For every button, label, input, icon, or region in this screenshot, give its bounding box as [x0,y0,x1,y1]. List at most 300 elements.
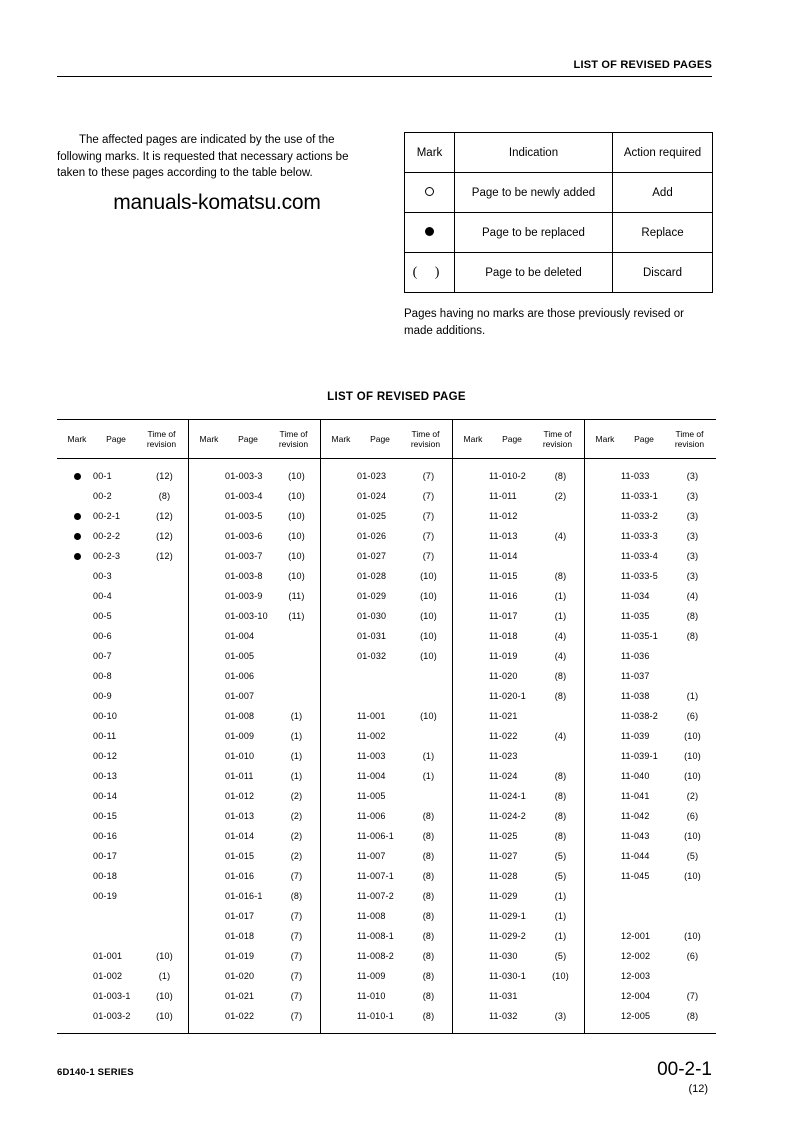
table-row [61,866,184,886]
cell-page: 11-030-1 [489,971,526,981]
table-row [589,646,712,666]
cell-page: 11-042 [621,811,650,821]
table-row [457,886,580,906]
cell-time-of-revision: (8) [686,631,699,641]
cell-page: 01-004 [225,631,255,641]
table-row [193,986,316,1006]
table-row [325,586,448,606]
mark-cell-newly-added [405,173,455,213]
cell-time-of-revision: (10) [684,871,701,881]
cell-page: 11-006-1 [357,831,394,841]
cell-time-of-revision: (3) [686,511,699,521]
table-row [61,746,184,766]
cell-page: 11-033-1 [621,491,658,501]
table-row [325,746,448,766]
cell-page: 11-007 [357,851,386,861]
revised-pages-table-wrap [57,419,712,1034]
cell-time-of-revision: (8) [422,831,435,841]
table-row [457,466,580,486]
cell-time-of-revision: (10) [288,531,305,541]
table-row [405,253,713,293]
filled-circle-icon [74,553,81,560]
cell-page: 00-10 [93,711,118,721]
cell-time-of-revision: (4) [554,731,567,741]
mark-cell-replaced [405,213,455,253]
cell-page: 11-010-1 [357,1011,394,1021]
cell-page: 00-7 [93,651,112,661]
table-row [457,626,580,646]
cell-page: 11-016 [489,591,518,601]
cell-time-of-revision: (10) [288,491,305,501]
cell-time-of-revision: (8) [554,471,567,481]
cell-page: 01-025 [357,511,387,521]
cell-page: 11-025 [489,831,518,841]
table-row [457,846,580,866]
cell-page: 00-12 [93,751,118,761]
cell-time-of-revision: (10) [288,471,305,481]
cell-time-of-revision: (10) [156,991,173,1001]
cell-page: 11-020 [489,671,518,681]
cell-page: 11-019 [489,651,518,661]
cell-time-of-revision: (3) [686,471,699,481]
cell-time-of-revision: (4) [554,531,567,541]
cell-page: 11-031 [489,991,518,1001]
marks-header-indication: Indication [455,133,613,173]
cell-time-of-revision: (12) [156,511,173,521]
revised-body-group-1 [57,459,189,1034]
cell-time-of-revision: (4) [554,651,567,661]
revised-rows [189,459,320,1033]
cell-time-of-revision: (2) [290,811,303,821]
table-row [457,486,580,506]
revised-header-group-5 [585,420,717,459]
cell-time-of-revision: (5) [686,851,699,861]
cell-page: 11-014 [489,551,518,561]
table-row [61,506,184,526]
cell-page: 11-011 [489,491,517,501]
column-header-page: Page [634,434,654,444]
document-footer [57,1059,712,1111]
table-row [457,866,580,886]
cell-time-of-revision: (8) [554,691,567,701]
braces-icon: ( ) [412,264,447,280]
cell-time-of-revision: (8) [422,1011,435,1021]
cell-page: 11-023 [489,751,518,761]
column-header-page: Page [370,434,390,444]
cell-page: 11-030 [489,951,518,961]
cell-page: 11-015 [489,571,518,581]
table-row [193,966,316,986]
cell-time-of-revision: (6) [686,811,699,821]
table-row [325,786,448,806]
table-row [61,826,184,846]
action-deleted: Discard [613,253,713,293]
open-circle-icon [425,187,434,196]
table-row [61,1006,184,1026]
cell-page: 01-028 [357,571,387,581]
table-row [193,886,316,906]
table-row [457,666,580,686]
cell-page: 01-008 [225,711,255,721]
cell-page: 11-033 [621,471,650,481]
cell-page: 11-034 [621,591,650,601]
table-row [325,826,448,846]
table-row [325,606,448,626]
cell-page: 11-033-2 [621,511,658,521]
cell-time-of-revision: (6) [686,711,699,721]
cell-time-of-revision: (8) [422,951,435,961]
table-row [457,946,580,966]
cell-page: 00-5 [93,611,112,621]
cell-page: 00-3 [93,571,112,581]
cell-page: 00-1 [93,471,112,481]
column-header-page: Page [106,434,126,444]
header-cells [453,420,584,458]
cell-time-of-revision: (2) [290,851,303,861]
table-row [61,486,184,506]
cell-page: 01-019 [225,951,255,961]
table-row-spacer [589,906,712,926]
cell-page: 01-003-2 [93,1011,131,1021]
cell-page: 11-037 [621,671,650,681]
revised-body-group-5 [585,459,717,1034]
cell-time-of-revision: (10) [420,631,437,641]
cell-time-of-revision: (8) [554,771,567,781]
cell-page: 11-041 [621,791,650,801]
cell-time-of-revision: (1) [554,931,567,941]
table-row [589,586,712,606]
table-row [61,686,184,706]
cell-time-of-revision: (8) [422,911,435,921]
cell-mark [61,471,93,481]
watermark-text: manuals-komatsu.com [113,190,321,214]
table-row [589,606,712,626]
table-row [325,466,448,486]
table-row [193,506,316,526]
cell-page: 00-2-3 [93,551,121,561]
table-row [61,886,184,906]
cell-time-of-revision: (12) [156,471,173,481]
table-row [457,786,580,806]
table-row [457,966,580,986]
table-row [457,546,580,566]
cell-time-of-revision: (12) [156,551,173,561]
cell-page: 11-002 [357,731,386,741]
table-row [61,986,184,1006]
table-row [193,726,316,746]
cell-time-of-revision: (4) [554,631,567,641]
table-row [61,766,184,786]
table-row [193,566,316,586]
column-header-mark: Mark [67,434,87,444]
cell-time-of-revision: (1) [422,771,435,781]
table-row [193,666,316,686]
header-divider [57,76,712,77]
cell-time-of-revision: (4) [686,591,699,601]
table-row [589,986,712,1006]
table-row-spacer [325,666,448,686]
table-row [193,686,316,706]
table-row [589,466,712,486]
indication-replaced: Page to be replaced [455,213,613,253]
marks-header-action: Action required [613,133,713,173]
cell-page: 01-003-6 [225,531,263,541]
cell-page: 01-003-1 [93,991,131,1001]
cell-time-of-revision: (8) [422,931,435,941]
cell-page: 00-18 [93,871,118,881]
action-replaced: Replace [613,213,713,253]
table-row [61,786,184,806]
table-row [457,926,580,946]
cell-time-of-revision: (7) [290,1011,303,1021]
table-row [325,946,448,966]
table-row [457,826,580,846]
cell-time-of-revision: (1) [554,611,567,621]
table-row [457,906,580,926]
cell-time-of-revision: (8) [554,791,567,801]
cell-time-of-revision: (10) [420,711,437,721]
revised-rows [321,459,452,1033]
table-row [325,806,448,826]
cell-page: 11-003 [357,751,386,761]
cell-time-of-revision: (10) [684,771,701,781]
cell-time-of-revision: (8) [158,491,171,501]
table-row [457,566,580,586]
table-row-spacer [61,906,184,926]
cell-time-of-revision: (10) [156,1011,173,1021]
table-row [193,486,316,506]
table-row [325,546,448,566]
table-row [61,466,184,486]
page-title: LIST OF REVISED PAGES [573,59,712,71]
table-row [61,546,184,566]
cell-time-of-revision: (1) [554,591,567,601]
cell-page: 01-030 [357,611,387,621]
table-row [457,586,580,606]
cell-time-of-revision: (8) [422,811,435,821]
section-title: LIST OF REVISED PAGE [327,391,466,403]
table-row [589,926,712,946]
cell-page: 01-027 [357,551,387,561]
cell-page: 11-017 [489,611,518,621]
column-header-time-of-revision: Time of revision [674,429,705,449]
table-row [405,213,713,253]
table-row [193,586,316,606]
table-row [325,706,448,726]
cell-page: 01-023 [357,471,387,481]
cell-page: 12-001 [621,931,651,941]
cell-page: 01-009 [225,731,255,741]
table-row [405,173,713,213]
table-row [325,486,448,506]
table-row [193,946,316,966]
cell-page: 11-035 [621,611,650,621]
table-row [193,766,316,786]
cell-page: 00-14 [93,791,118,801]
cell-mark [61,531,93,541]
table-row [457,766,580,786]
cell-time-of-revision: (10) [684,931,701,941]
table-row [457,646,580,666]
cell-page: 11-029-1 [489,911,526,921]
cell-page: 11-033-3 [621,531,658,541]
table-row [325,906,448,926]
table-row [325,506,448,526]
action-newly-added: Add [613,173,713,213]
cell-page: 11-024-2 [489,811,526,821]
cell-page: 11-009 [357,971,386,981]
column-header-mark: Mark [595,434,615,444]
table-row [589,486,712,506]
table-row [457,706,580,726]
table-row [325,846,448,866]
cell-time-of-revision: (3) [554,1011,567,1021]
table-row [457,726,580,746]
header-cells [57,420,188,458]
cell-page: 11-039 [621,731,650,741]
marks-legend-table [404,132,713,293]
cell-page: 01-015 [225,851,255,861]
cell-page: 00-11 [93,731,117,741]
cell-page: 01-018 [225,931,255,941]
cell-page: 11-004 [357,771,386,781]
table-row [61,726,184,746]
table-row [325,886,448,906]
cell-page: 11-045 [621,871,650,881]
footer-revision-number: (12) [688,1083,708,1095]
cell-page: 11-008-2 [357,951,394,961]
cell-page: 11-010-2 [489,471,526,481]
cell-page: 11-024 [489,771,518,781]
table-row [325,726,448,746]
cell-time-of-revision: (8) [554,671,567,681]
cell-time-of-revision: (10) [684,731,701,741]
column-header-mark: Mark [463,434,483,444]
cell-page: 00-19 [93,891,118,901]
cell-page: 00-6 [93,631,112,641]
table-row [589,846,712,866]
table-row [193,846,316,866]
table-row [193,466,316,486]
table-row [457,806,580,826]
table-row [589,806,712,826]
table-row [61,566,184,586]
table-row [589,966,712,986]
table-row [61,646,184,666]
cell-time-of-revision: (1) [554,911,567,921]
cell-time-of-revision: (7) [422,491,435,501]
cell-page: 01-003-10 [225,611,268,621]
cell-page: 01-011 [225,771,254,781]
table-row [193,826,316,846]
cell-page: 01-002 [93,971,123,981]
cell-page: 01-007 [225,691,255,701]
table-row [193,1006,316,1026]
table-row [589,686,712,706]
table-row [589,866,712,886]
document-header [57,58,712,77]
table-row [457,686,580,706]
cell-page: 01-003-8 [225,571,263,581]
cell-page: 11-036 [621,651,650,661]
column-header-page: Page [238,434,258,444]
cell-page: 01-003-7 [225,551,263,561]
table-row [589,526,712,546]
cell-page: 11-012 [489,511,518,521]
header-cells [321,420,452,458]
revised-rows [453,459,584,1033]
cell-page: 11-029 [489,891,518,901]
cell-time-of-revision: (7) [290,911,303,921]
table-row [61,706,184,726]
cell-page: 00-13 [93,771,118,781]
cell-time-of-revision: (1) [554,891,567,901]
cell-page: 11-027 [489,851,518,861]
table-row [193,546,316,566]
table-row [589,1006,712,1026]
cell-time-of-revision: (8) [686,611,699,621]
table-row [193,806,316,826]
cell-page: 11-013 [489,531,518,541]
cell-page: 01-029 [357,591,387,601]
cell-page: 11-028 [489,871,518,881]
cell-time-of-revision: (10) [684,831,701,841]
cell-page: 01-014 [225,831,255,841]
cell-time-of-revision: (11) [288,591,305,601]
table-row [193,626,316,646]
cell-time-of-revision: (3) [686,491,699,501]
table-row [325,966,448,986]
cell-page: 01-016 [225,871,255,881]
cell-time-of-revision: (8) [686,1011,699,1021]
table-row [61,806,184,826]
cell-time-of-revision: (2) [686,791,699,801]
cell-time-of-revision: (12) [156,531,173,541]
cell-page: 11-033-5 [621,571,658,581]
cell-page: 12-002 [621,951,651,961]
table-row [193,646,316,666]
cell-page: 00-15 [93,811,118,821]
cell-time-of-revision: (1) [290,711,303,721]
cell-time-of-revision: (8) [554,811,567,821]
cell-page: 11-038-2 [621,711,658,721]
cell-time-of-revision: (1) [686,691,699,701]
cell-page: 12-004 [621,991,651,1001]
cell-page: 01-022 [225,1011,255,1021]
filled-circle-icon [74,513,81,520]
cell-time-of-revision: (7) [422,551,435,561]
cell-time-of-revision: (5) [554,871,567,881]
cell-page: 11-001 [357,711,386,721]
revised-rows [57,459,188,1033]
cell-page: 11-008-1 [357,931,394,941]
revised-body-group-2 [189,459,321,1034]
footer-page-number: 00-2-1 [657,1059,712,1080]
revised-rows [585,459,716,1033]
table-row-spacer [325,686,448,706]
marks-header-mark: Mark [405,133,455,173]
cell-page: 11-043 [621,831,650,841]
cell-time-of-revision: (10) [288,551,305,561]
table-row [457,526,580,546]
cell-time-of-revision: (7) [422,511,435,521]
revised-pages-table [57,419,716,1034]
cell-time-of-revision: (7) [422,531,435,541]
filled-circle-icon [74,533,81,540]
cell-page: 01-031 [357,631,387,641]
cell-page: 11-033-4 [621,551,658,561]
cell-mark [61,511,93,521]
